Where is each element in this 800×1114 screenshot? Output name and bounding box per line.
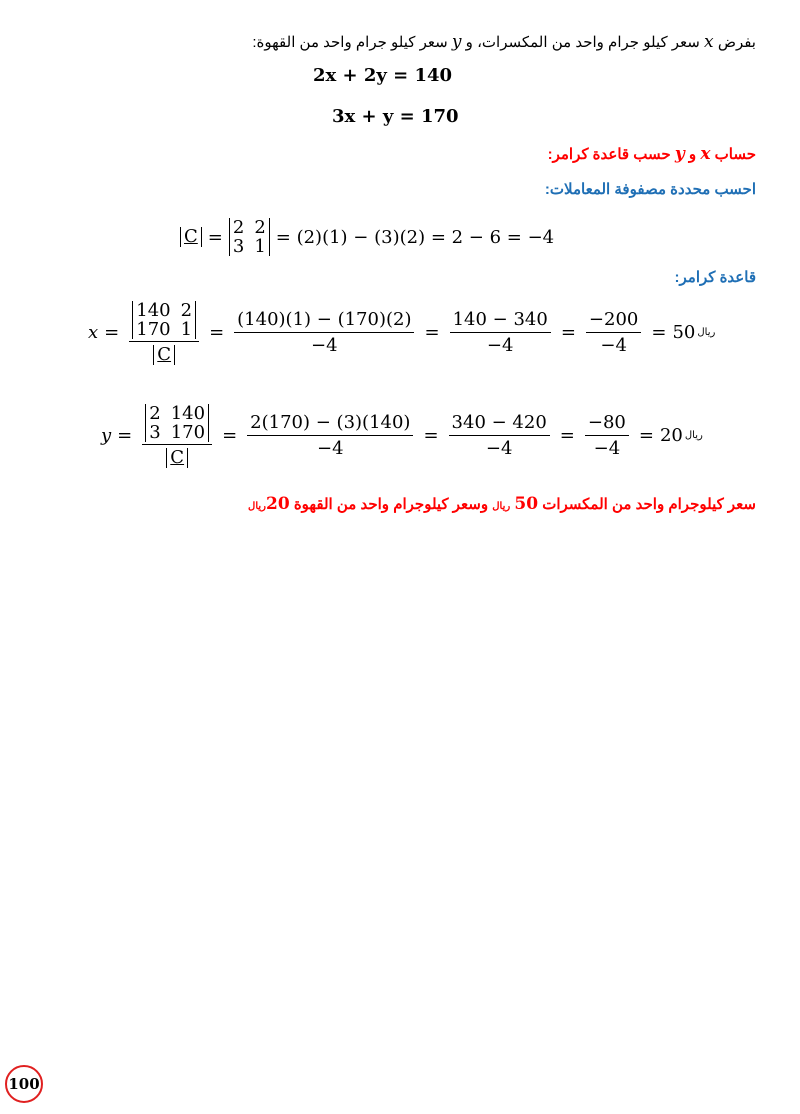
intro-text [252,32,756,52]
matrix-cell: 2 [254,217,266,238]
intro-part2: سعر كيلو جرام واحد من المكسرات، و [465,34,700,51]
matrix-cell: 1 [180,319,193,340]
x-step2-fraction [450,309,551,356]
y-step1-fraction [247,412,413,459]
x-step2-numerator: 140 − 340 [450,309,551,333]
x-variable: x [88,322,99,343]
heading-cramer-part1: حساب [714,146,756,163]
intro-part1: بفرض [717,34,756,51]
determinant-expansion: = (2)(1) − (3)(2) = 2 − 6 = −4 [275,226,555,248]
intro-var-x: x [704,32,714,52]
y-step2-numerator: 340 − 420 [449,412,550,436]
x-cramer-fraction [129,300,199,365]
heading-var-y: y [674,144,685,164]
equals-sign: = [209,322,225,343]
matrix-cell: 3 [149,422,161,443]
x-step3-fraction [586,309,641,356]
equals-sign: = [104,322,120,343]
y-step3-numerator: −80 [585,412,629,436]
matrix-cell: 1 [254,236,266,257]
y-variable: y [101,425,112,446]
equals-sign: = [423,425,439,446]
matrix-cell: 2 [149,403,161,424]
x-step1-denominator: −4 [311,335,338,356]
x-numerator-matrix [132,301,196,339]
conclusion-unit2: ريال [248,501,266,512]
y-cramer-fraction [142,403,212,468]
conclusion-part2: وسعر كيلوجرام واحد من القهوة [293,496,489,513]
y-numerator-matrix [145,404,209,442]
heading-var-x: x [700,144,711,164]
x-step2-denominator: −4 [486,335,514,356]
conclusion-part1: سعر كيلوجرام واحد من المكسرات [542,496,756,513]
x-denominator-det: C [157,344,172,365]
matrix-cell: 2 [232,217,245,238]
x-step1-numerator: (140)(1) − (170)(2) [234,309,414,333]
page-number-badge [5,1065,43,1103]
y-step3-fraction [585,412,629,459]
y-step2-denominator: −4 [485,438,513,459]
equals-sign: = [222,425,238,446]
x-solution [88,300,717,365]
heading-rule: قاعدة كرامر: [674,269,756,286]
conclusion-value2: 20 [265,494,290,514]
y-step2-fraction [449,412,550,459]
conclusion [248,494,756,514]
x-step3-numerator: −200 [586,309,641,333]
y-unit: ريال [684,430,703,441]
x-result: 50 [672,322,696,343]
heading-cramer [548,144,756,164]
intro-var-y: y [451,32,462,52]
y-solution [101,403,705,468]
conclusion-unit1: ريال [492,501,511,512]
equals-sign: = [117,425,133,446]
equation-1: 2x + 2y = 140 [313,65,453,86]
equals-sign: = [207,226,223,248]
equals-sign: = [651,322,667,343]
matrix-cell: 3 [232,236,245,257]
matrix-cell: 2 [180,300,193,321]
intro-part3: سعر كيلو جرام واحد من القهوة: [252,34,448,51]
matrix-cell: 140 [170,403,206,424]
y-denominator-det: C [170,447,185,468]
heading-cramer-part2: و [688,146,697,163]
equals-sign: = [559,425,575,446]
matrix-cell: 140 [136,300,171,321]
x-step3-denominator: −4 [600,335,627,356]
det-c-symbol-wrap [180,227,202,247]
page-number: 100 [8,1075,40,1093]
equals-sign: = [638,425,654,446]
y-step3-denominator: −4 [593,438,621,459]
conclusion-value1: 50 [514,494,539,514]
coefficient-matrix [229,218,270,256]
determinant-line [180,218,554,256]
x-step1-fraction [234,309,414,356]
heading-determinant: احسب محددة مصفوفة المعاملات: [544,181,756,198]
heading-cramer-part3: حسب قاعدة كرامر: [547,146,671,163]
y-result: 20 [659,425,683,446]
matrix-cell: 170 [136,319,171,340]
y-step1-denominator: −4 [317,438,344,459]
equals-sign: = [560,322,576,343]
x-unit: ريال [697,327,716,338]
equation-2: 3x + y = 170 [332,106,459,127]
y-step1-numerator: 2(170) − (3)(140) [247,412,413,436]
matrix-cell: 170 [170,422,206,443]
det-c-symbol: C [184,226,198,247]
equals-sign: = [424,322,440,343]
